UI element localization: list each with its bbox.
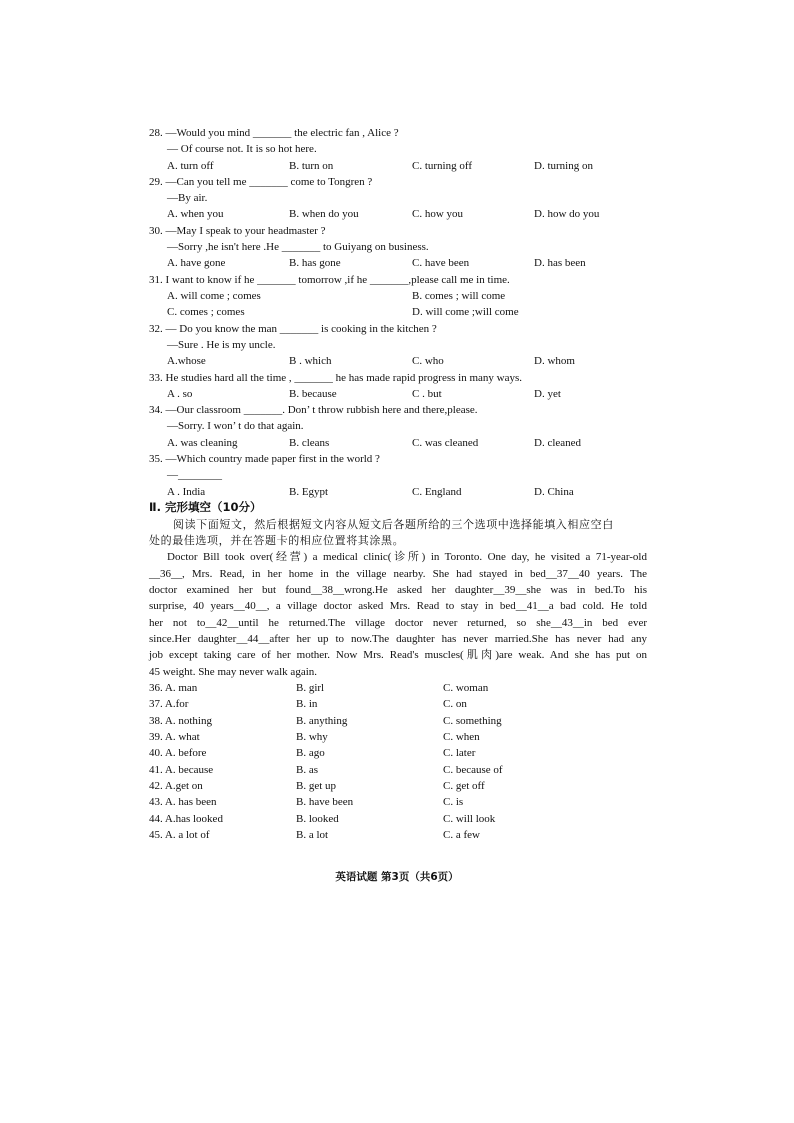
option: D. cleaned <box>534 437 582 449</box>
option: D. has been <box>534 257 586 269</box>
cloze-option: 37. A.for <box>149 698 189 710</box>
option: B. has gone <box>289 257 341 269</box>
option: C . but <box>412 388 442 400</box>
option: D. how do you <box>534 208 600 220</box>
cloze-option: B. why <box>296 731 328 743</box>
option: D. turning on <box>534 160 593 172</box>
question-stem: —By air. <box>167 192 208 204</box>
question-stem: —Sorry. I won’ t do that again. <box>167 420 304 432</box>
cloze-option: 42. A.get on <box>149 780 203 792</box>
option: B. because <box>289 388 337 400</box>
instruction-line: 处的最佳选项，并在答题卡的相应位置将其涂黑。 <box>149 534 405 547</box>
passage-line: since.Her daughter__44__after her up to now.The daughter has never married.She has never had any <box>149 633 647 645</box>
cloze-option: B. ago <box>296 747 325 759</box>
option: A. will come ; comes <box>167 290 261 302</box>
cloze-option: C. something <box>443 715 502 727</box>
cloze-option: B. anything <box>296 715 348 727</box>
cloze-option: 41. A. because <box>149 764 214 776</box>
option: A.whose <box>167 355 206 367</box>
question-stem: 30. —May I speak to your headmaster ? <box>149 225 326 237</box>
passage-line: 45 weight. She may never walk again. <box>149 666 318 678</box>
option: C. was cleaned <box>412 437 479 449</box>
cloze-option: 44. A.has looked <box>149 813 223 825</box>
option: D. whom <box>534 355 575 367</box>
question-stem: 35. —Which country made paper first in the world ? <box>149 453 380 465</box>
cloze-option: 39. A. what <box>149 731 200 743</box>
question-stem: 33. He studies hard all the time , _______ he has made rapid progress in many ways. <box>149 372 523 384</box>
option: B. Egypt <box>289 486 329 498</box>
option: A. was cleaning <box>167 437 238 449</box>
cloze-option: B. a lot <box>296 829 329 841</box>
option: C. comes ; comes <box>167 306 245 318</box>
option: C. who <box>412 355 444 367</box>
option: D. yet <box>534 388 561 400</box>
option: B. when do you <box>289 208 359 220</box>
question-stem: — Of course not. It is so hot here. <box>167 143 317 155</box>
cloze-option: C. later <box>443 747 476 759</box>
question-stem: 32. — Do you know the man _______ is cooking in the kitchen ? <box>149 323 437 335</box>
cloze-option: 43. A. has been <box>149 796 217 808</box>
option: B . which <box>289 355 332 367</box>
cloze-option: 40. A. before <box>149 747 207 759</box>
option: C. how you <box>412 208 464 220</box>
option: D. will come ;will come <box>412 306 519 318</box>
question-stem: 34. —Our classroom _______. Don’ t throw rubbish here and there,please. <box>149 404 478 416</box>
passage-line: her not to__42__until he returned.The village doctor never returned, so she__43__in bed ever <box>149 617 647 629</box>
option: A. have gone <box>167 257 226 269</box>
cloze-option: C. will look <box>443 813 496 825</box>
cloze-option: C. on <box>443 698 467 710</box>
cloze-option: C. because of <box>443 764 503 776</box>
cloze-option: B. looked <box>296 813 339 825</box>
passage-line: job except taking care of her mother. Now Mrs. Read's muscles(肌肉)are weak. And she has put on <box>149 649 647 661</box>
passage-line: Doctor Bill took over(经营) a medical clinic(诊所) in Toronto. One day, he visited a 71-year-old <box>167 551 647 563</box>
option: A . India <box>167 486 206 498</box>
question-stem: —Sure . He is my uncle. <box>167 339 276 351</box>
option: A. turn off <box>167 160 214 172</box>
passage-line: __36__, Mrs. Read, in her home in the village nearby. She had stayed in bed__37__40 years. The <box>149 568 647 580</box>
option: B. cleans <box>289 437 330 449</box>
cloze-option: C. a few <box>443 829 480 841</box>
page-footer: 英语试题 第3页（共6页） <box>335 871 459 883</box>
passage-line: surprise, 40 years__40__, a village doctor asked Mrs. Read to stay in bed__41__a bad cold. He told <box>149 600 647 612</box>
option: B. comes ; will come <box>412 290 506 302</box>
cloze-option: B. have been <box>296 796 354 808</box>
cloze-option: 36. A. man <box>149 682 198 694</box>
passage-line: doctor examined her but found__38__wrong.He asked her daughter__39__she was in bed.To his <box>149 584 647 596</box>
cloze-option: C. is <box>443 796 464 808</box>
question-stem: 29. —Can you tell me _______ come to Tongren ? <box>149 176 373 188</box>
cloze-option: B. get up <box>296 780 337 792</box>
option: D. China <box>534 486 574 498</box>
cloze-option: C. get off <box>443 780 485 792</box>
question-stem: 31. I want to know if he _______ tomorrow ,if he _______,please call me in time. <box>149 274 510 286</box>
cloze-option: B. in <box>296 698 318 710</box>
section-heading: Ⅱ. 完形填空（10分） <box>149 500 262 514</box>
option: A . so <box>167 388 193 400</box>
option: C. have been <box>412 257 470 269</box>
cloze-option: C. when <box>443 731 480 743</box>
instruction-line: 阅读下面短文，然后根据短文内容从短文后各题所给的三个选项中选择能填入相应空白 <box>173 518 614 531</box>
question-stem: —Sorry ,he isn't here .He _______ to Guiyang on business. <box>167 241 429 253</box>
option: C. turning off <box>412 160 472 172</box>
cloze-option: 45. A. a lot of <box>149 829 210 841</box>
cloze-option: 38. A. nothing <box>149 715 212 727</box>
question-stem: 28. —Would you mind _______ the electric fan , Alice ? <box>149 127 399 139</box>
question-stem: —________ <box>167 469 222 481</box>
option: C. England <box>412 486 462 498</box>
cloze-option: C. woman <box>443 682 489 694</box>
cloze-option: B. girl <box>296 682 325 694</box>
option: B. turn on <box>289 160 334 172</box>
option: A. when you <box>167 208 224 220</box>
cloze-option: B. as <box>296 764 318 776</box>
